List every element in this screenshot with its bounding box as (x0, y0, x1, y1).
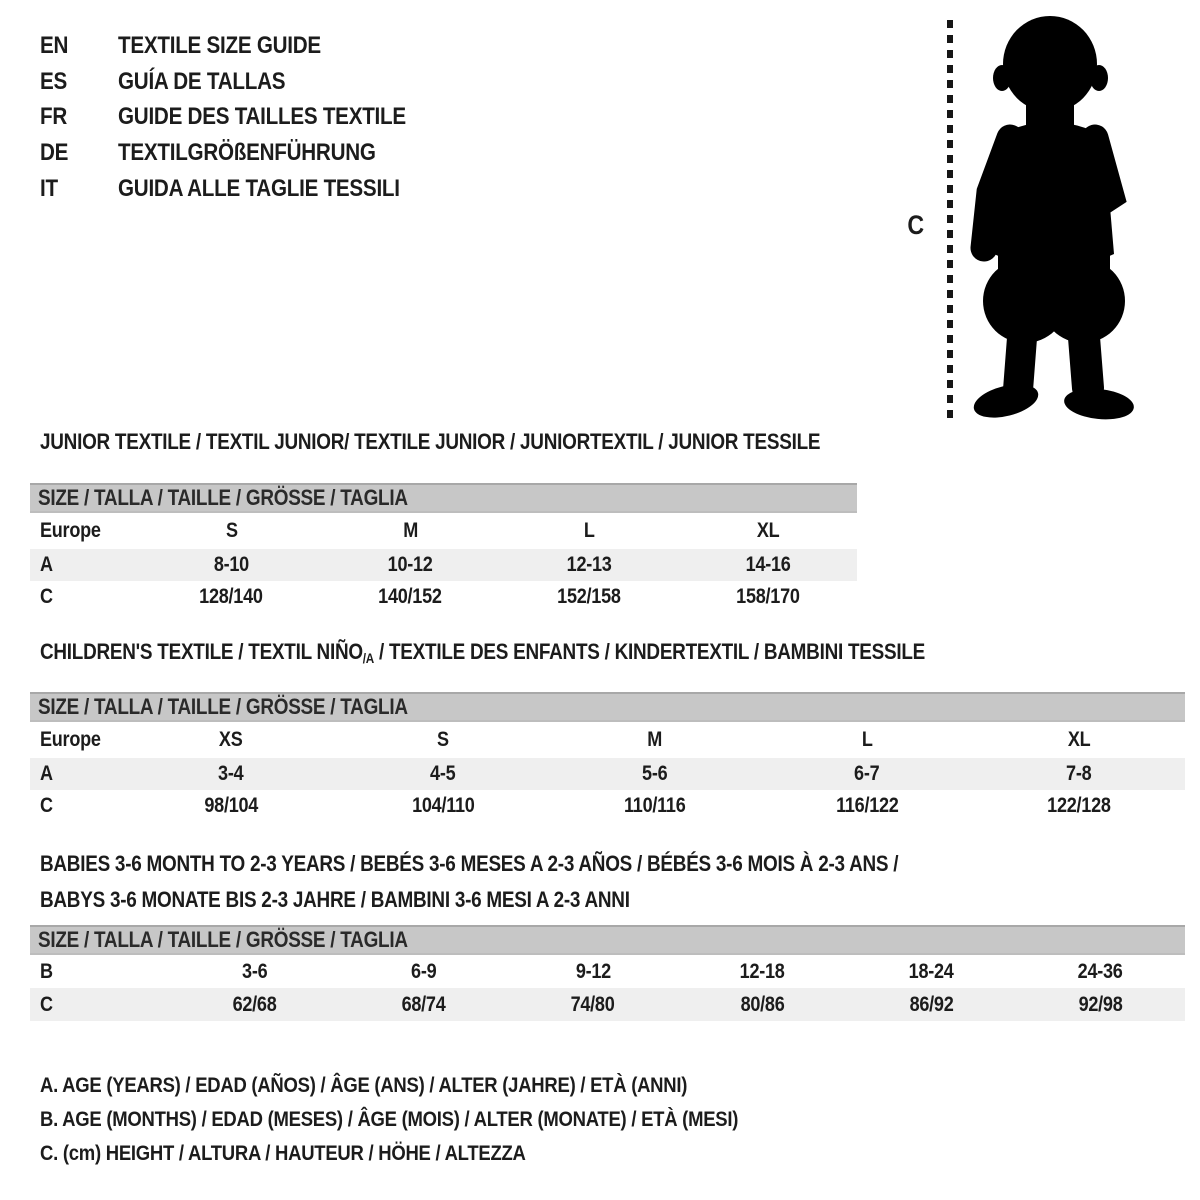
language-title: TEXTILE SIZE GUIDE (118, 31, 321, 59)
toddler-silhouette-icon (962, 12, 1144, 425)
table-cell: 6-7 (854, 762, 880, 785)
table-rows (30, 955, 1185, 1021)
size-header-label: SIZE / TALLA / TAILLE / GRÖSSE / TAGLIA (38, 485, 408, 510)
table-cell: 68/74 (401, 992, 446, 1016)
table-cell: S (437, 728, 449, 751)
row-label: C (40, 585, 53, 608)
language-code: ES (40, 67, 68, 95)
table-cell: 24-36 (1077, 959, 1123, 983)
size-header-bar (30, 483, 857, 513)
table-cell: L (861, 728, 873, 751)
language-title: GUIDA ALLE TAGLIE TESSILI (118, 175, 400, 203)
table-cell: 5-6 (642, 762, 668, 785)
children-size-table (30, 692, 1185, 822)
row-label: C (40, 794, 53, 817)
table-cell: XL (756, 519, 779, 542)
babies-section-heading (40, 846, 1185, 918)
junior-section-heading (40, 428, 857, 456)
language-code: IT (40, 175, 58, 203)
section-heading-line: JUNIOR TEXTILE / TEXTIL JUNIOR/ TEXTILE JUNIOR / JUNIORTEXTIL / JUNIOR TESSILE (40, 429, 821, 454)
language-code: DE (40, 139, 69, 167)
row-label: Europe (40, 519, 101, 542)
language-row (40, 135, 453, 171)
table-row (30, 581, 857, 613)
language-row (40, 100, 453, 136)
children-textile-section (30, 638, 1185, 822)
table-cell: 86/92 (909, 992, 954, 1016)
table-row (30, 549, 857, 581)
table-cell: 116/122 (835, 794, 899, 817)
language-code: FR (40, 103, 68, 131)
language-title: TEXTILGRÖßENFÜHRUNG (118, 139, 376, 167)
table-cell: 152/158 (557, 585, 621, 608)
section-heading-line: BABIES 3-6 MONTH TO 2-3 YEARS / BEBÉS 3-6 MESES A 2-3 AÑOS / BÉBÉS 3-6 MOIS À 2-3 ANS / (40, 851, 899, 876)
table-cell: XL (1067, 728, 1091, 751)
table-cell: 14-16 (745, 553, 791, 576)
table-cell: 110/116 (624, 794, 686, 817)
language-row (40, 28, 453, 64)
language-row (40, 64, 453, 100)
table-cell: L (583, 519, 595, 542)
table-cell: M (402, 519, 418, 542)
table-cell: XS (219, 728, 243, 751)
table-cell: 122/128 (1047, 794, 1111, 817)
table-cell: S (225, 519, 238, 542)
language-title: GUIDE DES TAILLES TEXTILE (118, 103, 406, 131)
size-header-bar (30, 692, 1185, 722)
table-cell: 104/110 (411, 794, 475, 817)
row-label: C (40, 992, 53, 1016)
measurement-legend (40, 1068, 852, 1170)
row-label: A (40, 553, 53, 576)
legend-line: C. (cm) HEIGHT / ALTURA / HAUTEUR / HÖHE / ALTEZZA (40, 1140, 526, 1165)
language-row (40, 171, 453, 207)
table-row (30, 955, 1185, 988)
table-cell: 92/98 (1078, 992, 1123, 1016)
table-cell: 158/170 (735, 585, 800, 608)
section-heading-text: CHILDREN'S TEXTILE / TEXTIL NIÑO/A / TEXTILE DES ENFANTS / KINDERTEXTIL / BAMBINI TESSILE (40, 638, 926, 666)
table-row (30, 790, 1185, 822)
table-cell: 3-4 (218, 762, 244, 785)
table-cell: 10-12 (387, 553, 433, 576)
babies-textile-section (30, 846, 1185, 1021)
size-header-label: SIZE / TALLA / TAILLE / GRÖSSE / TAGLIA (38, 927, 408, 952)
table-cell: 12-18 (739, 959, 785, 983)
table-cell: 80/86 (740, 992, 785, 1016)
table-row (30, 758, 1185, 790)
legend-line: B. AGE (MONTHS) / EDAD (MESES) / ÂGE (MOIS) / ALTER (MONATE) / ETÀ (MESI) (40, 1106, 739, 1131)
table-cell: 7-8 (1066, 762, 1092, 785)
size-header-bar (30, 925, 1185, 955)
height-measure-label: C (907, 210, 924, 240)
table-cell: 6-9 (411, 959, 437, 983)
table-cell: 74/80 (570, 992, 615, 1016)
table-cell: 18-24 (908, 959, 954, 983)
table-cell: 140/152 (378, 585, 442, 608)
language-code: EN (40, 31, 69, 59)
table-row (30, 722, 1185, 758)
table-cell: 3-6 (241, 959, 268, 983)
table-row (30, 513, 857, 549)
table-cell: 128/140 (199, 585, 264, 608)
row-label: Europe (40, 728, 101, 751)
table-row (30, 988, 1185, 1021)
height-dashed-line (947, 20, 953, 418)
table-cell: 62/68 (232, 992, 277, 1016)
language-header (40, 28, 453, 207)
section-heading-line: BABYS 3-6 MONATE BIS 2-3 JAHRE / BAMBINI 3-6 MESI A 2-3 ANNI (40, 887, 630, 912)
table-cell: 12-13 (566, 553, 612, 576)
row-label: B (40, 959, 53, 983)
children-section-heading (40, 638, 1185, 666)
table-rows (30, 513, 857, 613)
table-rows (30, 722, 1185, 822)
legend-line: A. AGE (YEARS) / EDAD (AÑOS) / ÂGE (ANS) / ALTER (JAHRE) / ETÀ (ANNI) (40, 1072, 688, 1097)
babies-size-table (30, 925, 1185, 1021)
table-cell: 4-5 (430, 762, 456, 785)
junior-textile-section (30, 428, 857, 613)
size-header-label: SIZE / TALLA / TAILLE / GRÖSSE / TAGLIA (38, 694, 408, 719)
language-title: GUÍA DE TALLAS (118, 67, 286, 95)
table-cell: 98/104 (204, 794, 258, 817)
table-cell: M (647, 728, 663, 751)
junior-size-table (30, 483, 857, 613)
table-cell: 8-10 (213, 553, 249, 576)
table-cell: 9-12 (575, 959, 611, 983)
row-label: A (40, 762, 53, 785)
